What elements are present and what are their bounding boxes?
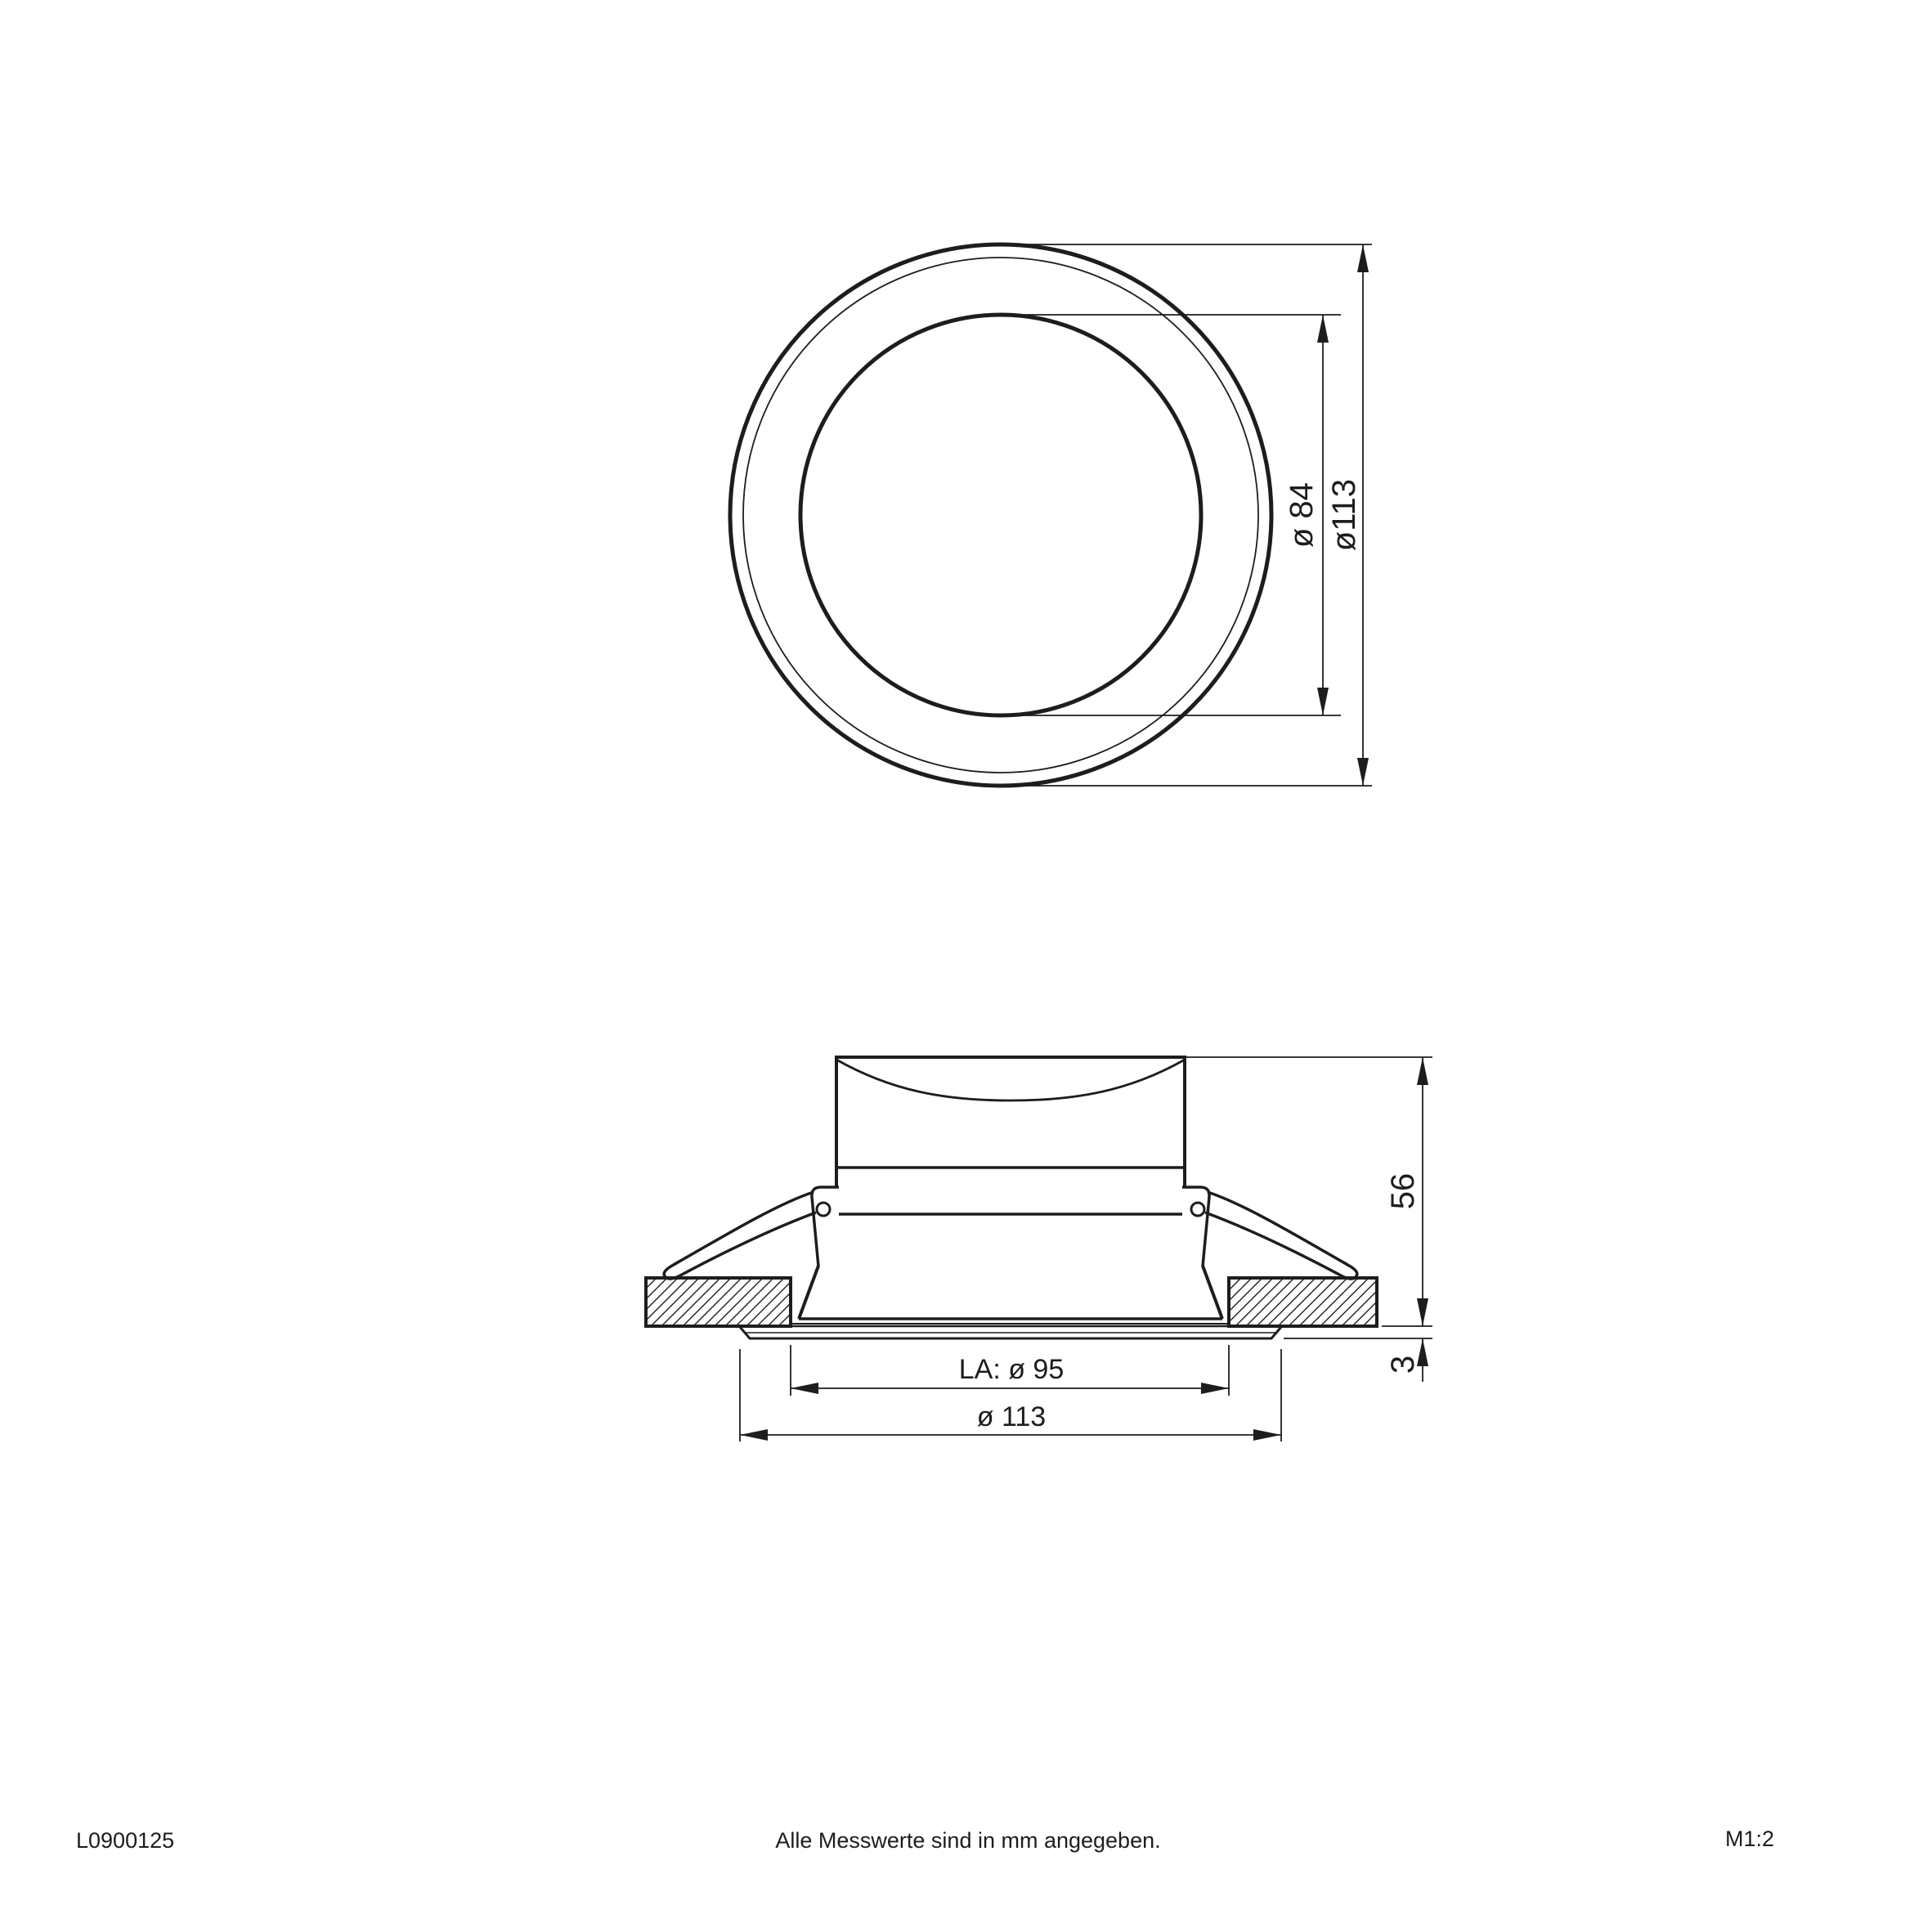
tab-hole-icon <box>1191 1203 1204 1216</box>
dim-outer-diameter-label: ø113 <box>1326 478 1362 552</box>
ceiling-section-right <box>1229 1278 1377 1326</box>
footer-doc-number: L0900125 <box>76 1828 175 1853</box>
dim-cutout-label: LA: ø 95 <box>958 1354 1065 1385</box>
footer-note: Alle Messwerte sind in mm angegeben. <box>775 1828 1161 1853</box>
ceiling-section-left <box>646 1278 791 1326</box>
mounting-tab-left <box>812 1187 839 1266</box>
footer-scale: M1:2 <box>1724 1827 1774 1851</box>
dim-height-label: 56 <box>1385 1172 1421 1210</box>
tab-hole-icon <box>817 1203 830 1216</box>
dim-trim-diameter-label: ø 113 <box>976 1401 1047 1432</box>
dim-inner-diameter-label: ø 84 <box>1284 482 1320 549</box>
dim-flange-thickness-label: 3 <box>1385 1355 1421 1374</box>
mounting-tab-right <box>1182 1187 1209 1266</box>
